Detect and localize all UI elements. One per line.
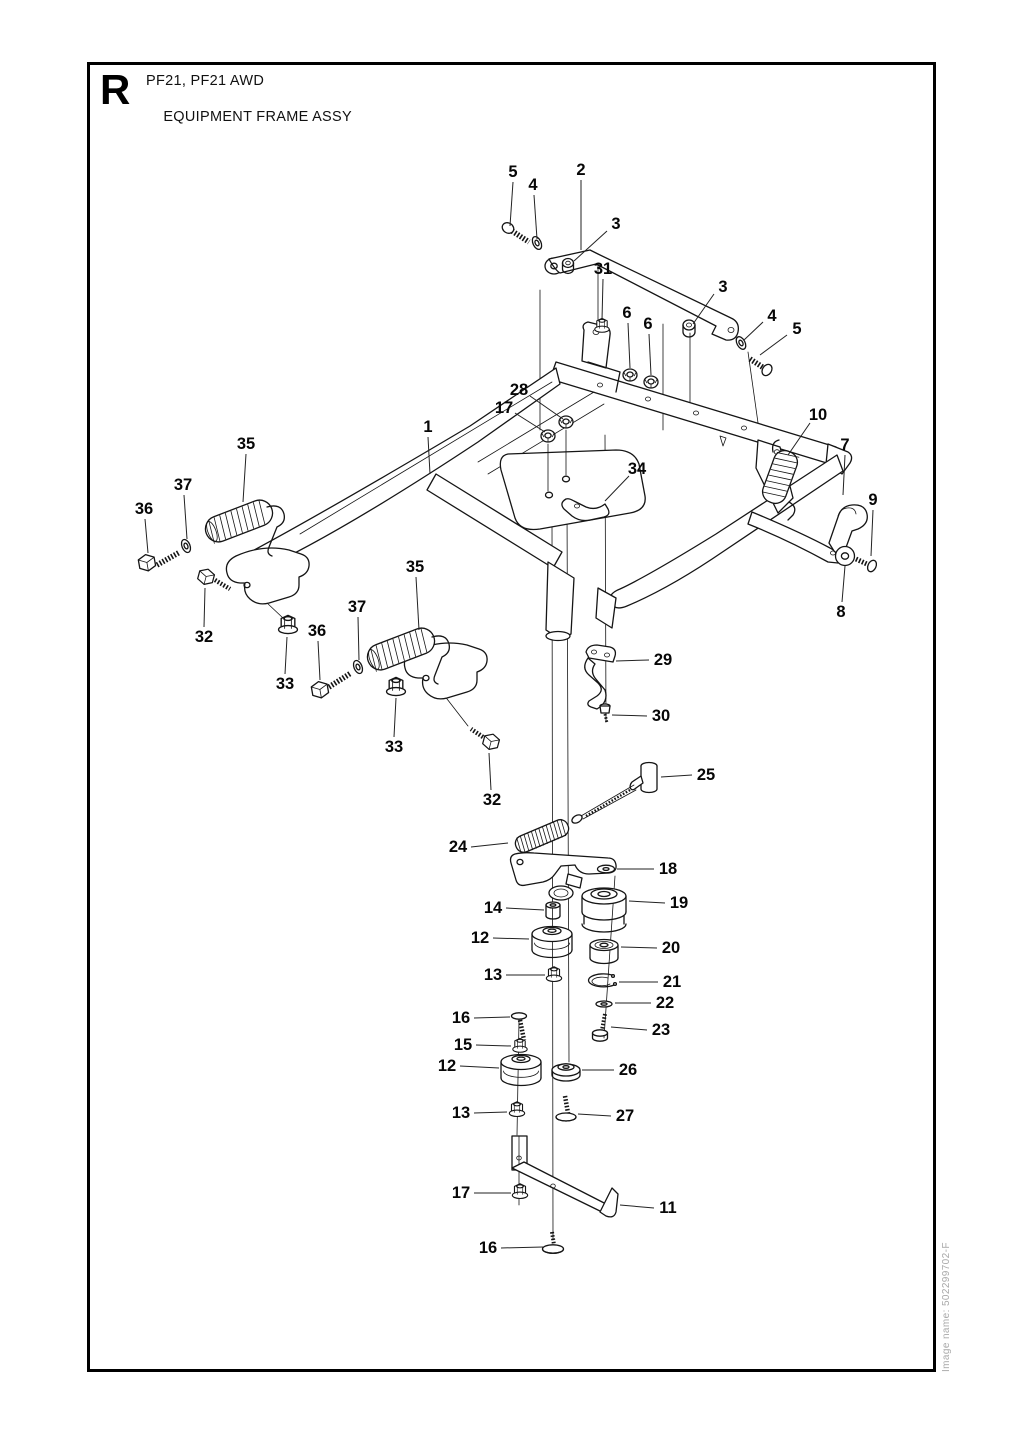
- pulley-12-lower: [501, 1055, 541, 1086]
- leader-line-23: [611, 1027, 647, 1030]
- nut-31: [595, 318, 609, 332]
- spring-35-left: [202, 496, 277, 545]
- nut-13-lower: [509, 1102, 524, 1117]
- bolt-32-left: [197, 567, 230, 589]
- washer-22: [596, 1001, 612, 1007]
- callout-13: 13: [483, 966, 503, 984]
- callout-23: 23: [651, 1021, 671, 1039]
- leader-line-30: [612, 715, 647, 716]
- nut-17-lower: [512, 1184, 527, 1199]
- callout-17: 17: [494, 399, 514, 417]
- spacer-14: [546, 902, 560, 919]
- leader-line-15: [476, 1045, 511, 1046]
- washer-26: [552, 1064, 580, 1081]
- bolt-36-left: [138, 552, 180, 572]
- washer-8: [836, 547, 855, 566]
- callout-31: 31: [593, 260, 613, 278]
- leader-line-20: [621, 947, 657, 948]
- callout-33: 33: [384, 738, 404, 756]
- nut-6-left: [623, 369, 637, 381]
- nut-33-left: [279, 615, 298, 633]
- callout-35: 35: [236, 435, 256, 453]
- screw-30: [600, 704, 610, 723]
- spacer-3-right: [683, 320, 695, 337]
- leader-line-17: [515, 413, 545, 432]
- nut-15: [513, 1038, 527, 1052]
- callout-25: 25: [696, 766, 716, 784]
- callout-7: 7: [840, 436, 850, 454]
- leader-line-19: [629, 901, 665, 903]
- leader-line-16: [501, 1247, 543, 1248]
- nut-17-frame: [541, 430, 555, 442]
- callout-4: 4: [767, 307, 777, 325]
- leader-line-31: [602, 279, 603, 320]
- double-pulley-19: [582, 888, 626, 932]
- bolt-36-right: [311, 673, 351, 699]
- leader-line-12: [493, 938, 529, 939]
- callout-9: 9: [868, 491, 878, 509]
- callout-16: 16: [451, 1009, 471, 1027]
- nut-33-right: [387, 677, 406, 695]
- leader-line-35: [243, 454, 246, 502]
- screw-9: [856, 559, 878, 573]
- callout-12: 12: [470, 929, 490, 947]
- washer-37-right: [352, 659, 365, 675]
- callout-5: 5: [508, 163, 518, 181]
- callout-30: 30: [651, 707, 671, 725]
- callout-4: 4: [528, 176, 538, 194]
- leader-line-24: [471, 843, 508, 847]
- leader-line-14: [506, 908, 544, 910]
- leader-line-36: [145, 519, 148, 553]
- snap-ring-21: [589, 974, 617, 987]
- callout-36: 36: [134, 500, 154, 518]
- leader-line-6: [628, 323, 630, 368]
- title-line-1: PF21, PF21 AWD: [146, 73, 265, 89]
- leader-line-4: [534, 195, 537, 239]
- washer-18: [598, 865, 615, 873]
- leader-line-8: [842, 566, 845, 602]
- leader-line-33: [285, 637, 287, 674]
- callout-37: 37: [347, 598, 367, 616]
- callouts-layer: [135, 161, 878, 1257]
- leader-line-33: [394, 698, 396, 737]
- callout-13: 13: [451, 1104, 471, 1122]
- frame-weldment: [232, 322, 851, 641]
- spring-24: [513, 817, 571, 855]
- callout-1: 1: [423, 418, 433, 436]
- idler-arm-11: [512, 1136, 618, 1217]
- nut-6-right: [644, 376, 658, 388]
- leader-line-25: [661, 775, 692, 777]
- pulley-12-upper: [532, 927, 572, 958]
- leader-line-37: [358, 617, 359, 660]
- lift-link-assembly: [500, 221, 774, 388]
- nut-13-upper: [546, 967, 561, 982]
- callout-28: 28: [509, 381, 529, 399]
- callout-16: 16: [478, 1239, 498, 1257]
- cable-adjuster-25: [630, 763, 657, 793]
- leader-line-36: [318, 641, 320, 680]
- callout-11: 11: [659, 1199, 677, 1217]
- clamp-bracket-29: [585, 645, 616, 709]
- leader-line-12: [460, 1066, 499, 1068]
- callout-21: 21: [662, 973, 682, 991]
- callout-12: 12: [437, 1057, 457, 1075]
- leader-line-32: [204, 588, 205, 627]
- leader-line-6: [649, 334, 651, 375]
- leader-line-16: [474, 1017, 510, 1018]
- leader-line-35: [416, 577, 419, 630]
- callout-35: 35: [405, 558, 425, 576]
- leader-line-9: [871, 510, 873, 556]
- callout-26: 26: [618, 1061, 638, 1079]
- leader-line-4: [744, 322, 763, 340]
- leader-line-32: [489, 753, 491, 790]
- callout-32: 32: [482, 791, 502, 809]
- callout-37: 37: [173, 476, 193, 494]
- screw-23: [593, 1014, 608, 1041]
- callout-19: 19: [669, 894, 689, 912]
- washer-37-left: [180, 538, 193, 554]
- leader-line-29: [616, 660, 649, 661]
- screw-5-left: [500, 221, 515, 236]
- callout-36: 36: [307, 622, 327, 640]
- leader-line-5: [510, 182, 513, 226]
- section-letter: R: [100, 66, 131, 113]
- callout-32: 32: [194, 628, 214, 646]
- callout-29: 29: [653, 651, 673, 669]
- hanger-bracket-left: [226, 548, 309, 604]
- callout-17: 17: [451, 1184, 471, 1202]
- callout-34: 34: [627, 460, 647, 478]
- callout-33: 33: [275, 675, 295, 693]
- callout-3: 3: [718, 278, 728, 296]
- washer-4-right: [734, 335, 747, 351]
- leader-line-13: [474, 1112, 507, 1113]
- callout-27: 27: [615, 1107, 635, 1125]
- leader-line-5: [760, 335, 787, 355]
- image-name-side-note: Image name: 502299702-F: [941, 1242, 952, 1372]
- callout-24: 24: [448, 838, 468, 856]
- leader-line-37: [184, 495, 187, 539]
- leader-line-28: [530, 396, 563, 419]
- callout-14: 14: [483, 899, 503, 917]
- callout-3: 3: [611, 215, 621, 233]
- callout-22: 22: [655, 994, 675, 1012]
- projection-lines: [250, 262, 842, 1240]
- callout-20: 20: [661, 939, 681, 957]
- bearing-20: [590, 940, 618, 964]
- title-line-2: EQUIPMENT FRAME ASSY: [163, 109, 352, 125]
- callout-18: 18: [658, 860, 678, 878]
- callout-6: 6: [622, 304, 632, 322]
- leader-line-11: [620, 1205, 654, 1208]
- bolt-32-right: [471, 729, 500, 751]
- callout-2: 2: [576, 161, 586, 179]
- leader-line-27: [578, 1114, 611, 1116]
- callout-6: 6: [643, 315, 653, 333]
- screw-27: [556, 1096, 576, 1121]
- cable-rod: [570, 785, 636, 825]
- callout-5: 5: [792, 320, 802, 338]
- callout-15: 15: [453, 1036, 473, 1054]
- callout-8: 8: [836, 603, 846, 621]
- callout-10: 10: [808, 406, 828, 424]
